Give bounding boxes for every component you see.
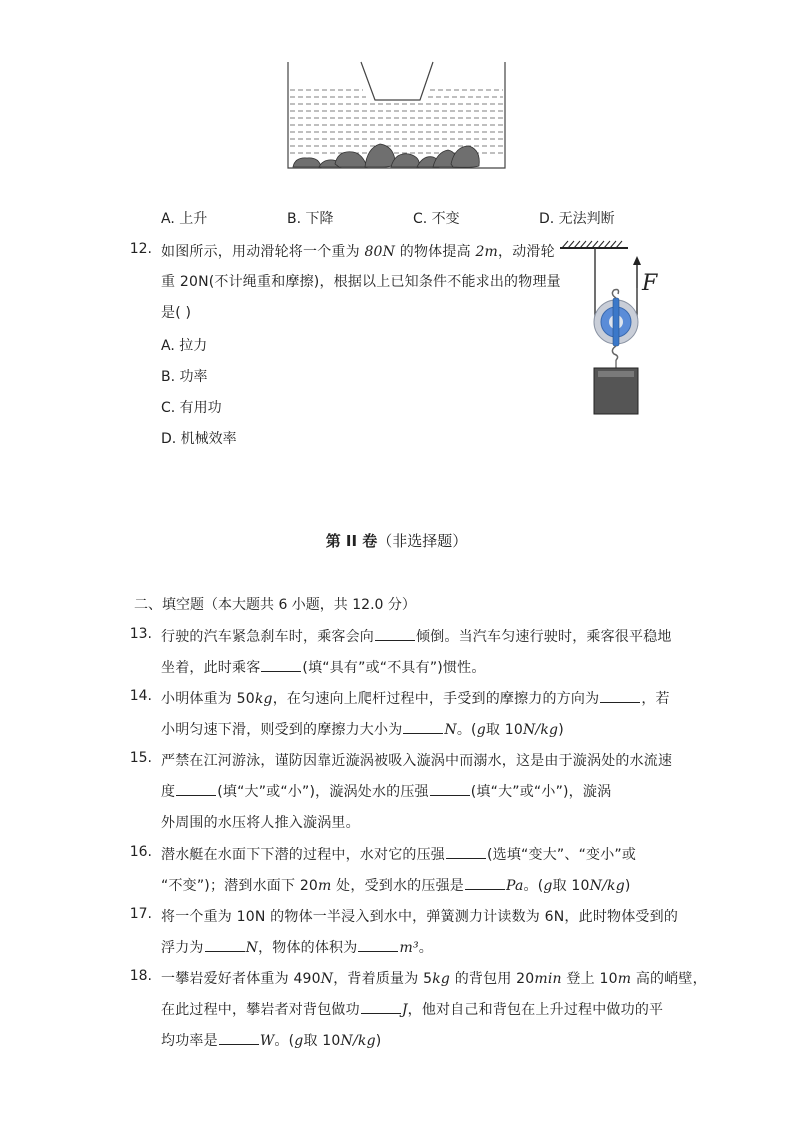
text-run: 取 10: [485, 722, 523, 738]
q11-option-b: B. 下降: [287, 211, 334, 227]
pulley-figure: [558, 240, 668, 420]
answer-blank[interactable]: [403, 720, 443, 734]
text-run: ，在匀速向上爬杆过程中，手受到的摩擦力的方向为: [272, 691, 600, 707]
math-unit: J: [401, 1002, 408, 1018]
text-run: 。(: [274, 1033, 295, 1049]
section-title: 第 II 卷（非选择题）: [325, 532, 468, 550]
question-text-line: [161, 781, 611, 801]
text-run: 登上 10: [561, 971, 618, 987]
question-text-line: [161, 719, 564, 739]
tank-figure: [283, 60, 513, 172]
question-text-line: [161, 812, 360, 832]
math-unit: N/kg: [340, 1033, 376, 1049]
text-run: 度: [161, 784, 176, 800]
text-run: 小明体重为 50: [161, 691, 255, 707]
math-unit: kg: [254, 691, 273, 707]
math-unit: g: [294, 1033, 304, 1049]
text-run: 严禁在江河游泳，谨防因靠近漩涡被吸入漩涡中而溺水，这是由于漩涡处的水流速: [161, 753, 673, 769]
text-run: ): [558, 722, 564, 738]
question-text-line: [161, 1030, 381, 1050]
answer-blank[interactable]: [375, 627, 415, 641]
q12-option-b: B. 功率: [161, 369, 208, 385]
text-run: 均功率是: [161, 1033, 218, 1049]
math-unit: Pa: [505, 878, 524, 894]
math-unit: N: [320, 971, 334, 987]
text-run: 浮力为: [161, 940, 204, 956]
question-text-line: [161, 626, 672, 646]
question-text-line: [161, 999, 663, 1019]
question-text-line: [161, 875, 631, 895]
text-run: 高的峭壁，: [631, 971, 707, 987]
answer-blank[interactable]: [446, 845, 486, 859]
math-unit: N: [245, 940, 259, 956]
math-unit: m: [617, 971, 632, 987]
text-run: 外周围的水压将人推入漩涡里。: [161, 815, 360, 831]
math-unit: N/kg: [522, 722, 559, 738]
answer-blank[interactable]: [261, 658, 301, 672]
math-unit: m: [318, 878, 332, 894]
question-text-line: [161, 688, 670, 708]
q11-option-a: A. 上升: [161, 211, 208, 227]
q11-option-c: C. 不变: [413, 211, 460, 227]
text-run: 。: [418, 940, 433, 956]
q12-option-a: A. 拉力: [161, 338, 208, 354]
answer-blank[interactable]: [358, 938, 398, 952]
math-unit: N/kg: [589, 878, 625, 894]
question-number: 17.: [129, 906, 152, 922]
text-run: 将一个重为 10N 的物体一半浸入到水中，弹簧测力计读数为 6N，此时物体受到的: [161, 909, 679, 925]
text-run: (填“大”或“小”)，漩涡: [470, 784, 612, 800]
math-unit: min: [534, 971, 562, 987]
text-run: 取 10: [552, 878, 590, 894]
force-label: F: [642, 271, 658, 296]
math-unit: kg: [432, 971, 451, 987]
q12-line-3: 是( ): [161, 305, 192, 321]
answer-blank[interactable]: [430, 782, 470, 796]
text-run: ，他对自己和背包在上升过程中做功的平: [407, 1002, 664, 1018]
question-text-line: [161, 937, 433, 957]
text-run: ): [375, 1033, 382, 1049]
question-text-line: [161, 906, 678, 926]
text-run: (选填“变大”、“变小”或: [487, 847, 637, 863]
text-run: ，若: [641, 691, 670, 707]
question-text-line: [161, 968, 707, 988]
text-run: 坐着，此时乘客: [161, 660, 261, 676]
question-number: 18.: [129, 968, 152, 984]
question-number: 16.: [129, 844, 152, 860]
question-number: 15.: [129, 750, 152, 766]
text-run: 小明匀速下滑，则受到的摩擦力大小为: [161, 722, 403, 738]
question-number: 13.: [129, 626, 152, 642]
text-run: 倾倒。当汽车匀速行驶时，乘客很平稳地: [416, 629, 672, 645]
text-run: 处，受到水的压强是: [331, 878, 464, 894]
answer-blank[interactable]: [176, 782, 216, 796]
math-unit: m³: [399, 940, 419, 956]
math-unit: g: [543, 878, 553, 894]
text-run: ): [624, 878, 631, 894]
q11-option-d: D. 无法判断: [539, 211, 615, 227]
answer-blank[interactable]: [205, 938, 245, 952]
text-run: 取 10: [303, 1033, 341, 1049]
answer-blank[interactable]: [600, 689, 640, 703]
question-text-line: [161, 750, 672, 770]
text-run: 在此过程中，攀岩者对背包做功: [161, 1002, 360, 1018]
q12-option-c: C. 有用功: [161, 400, 222, 416]
part-heading: 二、填空题（本大题共 6 小题，共 12.0 分）: [134, 597, 416, 613]
q12-line-1: 如图所示，用动滑轮将一个重为 80N 的物体提高 2m，动滑轮: [161, 244, 555, 260]
text-run: “不变”)；潜到水面下 20: [161, 878, 319, 894]
text-run: 潜水艇在水面下下潜的过程中，水对它的压强: [161, 847, 445, 863]
math-unit: g: [476, 722, 486, 738]
math-unit: W: [259, 1033, 275, 1049]
question-text-line: [161, 657, 486, 677]
text-run: (填“大”或“小”)，漩涡处水的压强: [217, 784, 429, 800]
q12-line-2: 重 20N(不计绳重和摩擦)，根据以上已知条件不能求出的物理量: [161, 274, 561, 290]
text-run: (填“具有”或“不具有”)惯性。: [302, 660, 486, 676]
text-run: 一攀岩爱好者体重为 490: [161, 971, 321, 987]
question-number: 14.: [129, 688, 152, 704]
question-text-line: [161, 844, 636, 864]
answer-blank[interactable]: [361, 1000, 401, 1014]
text-run: 行驶的汽车紧急刹车时，乘客会向: [161, 629, 374, 645]
math-unit: N: [444, 722, 457, 738]
text-run: ，背着质量为 5: [333, 971, 433, 987]
answer-blank[interactable]: [219, 1031, 259, 1045]
text-run: ，物体的体积为: [258, 940, 358, 956]
text-run: 。(: [523, 878, 544, 894]
text-run: 。(: [456, 722, 477, 738]
q12-number: 12.: [129, 241, 152, 257]
answer-blank[interactable]: [465, 876, 505, 890]
q11-options: [0, 208, 793, 230]
q12-option-d: D. 机械效率: [161, 431, 237, 447]
text-run: 的背包用 20: [450, 971, 535, 987]
